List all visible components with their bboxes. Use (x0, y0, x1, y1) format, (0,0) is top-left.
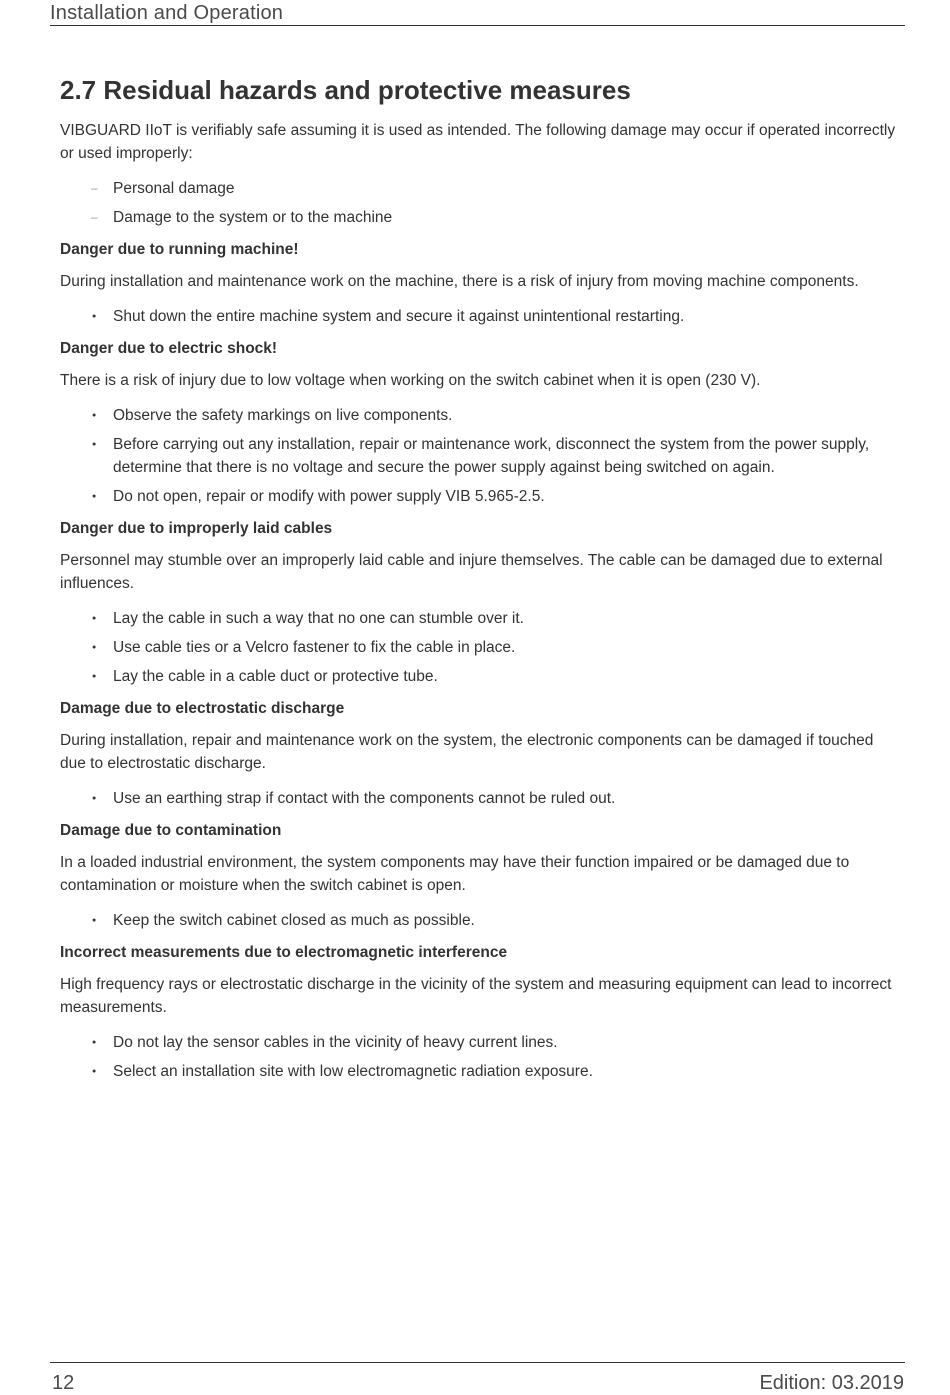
list-item: ● Do not lay the sensor cables in the vicinity of heavy current lines. (60, 1031, 900, 1054)
page-number: 12 (52, 1372, 75, 1394)
running-header: Installation and Operation (50, 2, 284, 24)
hazard-text: High frequency rays or electrostatic discharge in the vicinity of the system and measuring equipment can lead to incorrect measurements. (60, 976, 892, 1016)
list-item: ● Do not open, repair or modify with power supply VIB 5.965-2.5. (60, 485, 900, 508)
list-item: – Personal damage (60, 177, 900, 200)
hazard-heading: Damage due to contamination (60, 822, 282, 839)
measure-list (60, 909, 900, 932)
hazard-text: During installation and maintenance work on the machine, there is a risk of injury from moving machine components. (60, 273, 859, 290)
hazard-heading: Damage due to electrostatic discharge (60, 700, 345, 717)
measure-list (60, 404, 900, 508)
measure-list (60, 607, 900, 688)
hazard-text: During installation, repair and maintenance work on the system, the electronic components can be damaged if touched due to electrostatic discharge. (60, 732, 874, 772)
intro-list (60, 177, 900, 229)
list-item: ● Use an earthing strap if contact with the components cannot be ruled out. (60, 787, 900, 810)
section-title: 2.7 Residual hazards and protective measures (60, 75, 631, 105)
list-item: ● Use cable ties or a Velcro fastener to fix the cable in place. (60, 636, 900, 659)
list-item: ● Shut down the entire machine system and secure it against unintentional restarting. (60, 305, 900, 328)
hazard-heading: Incorrect measurements due to electromagnetic interference (60, 944, 508, 961)
list-item: ● Lay the cable in a cable duct or protective tube. (60, 665, 900, 688)
list-item: ● Select an installation site with low electromagnetic radiation exposure. (60, 1060, 900, 1083)
hazard-text: Personnel may stumble over an improperly laid cable and injure themselves. The cable can be damaged due to external influences. (60, 552, 883, 592)
list-item: – Damage to the system or to the machine (60, 206, 900, 229)
measure-list (60, 305, 900, 328)
hazard-heading: Danger due to improperly laid cables (60, 520, 333, 537)
list-item: ● Before carrying out any installation, repair or maintenance work, disconnect the system from the power supply, determine that there is no voltage and secure the power supply against being switched on again. (60, 433, 900, 479)
edition-label: Edition: 03.2019 (759, 1372, 904, 1394)
hazard-text: There is a risk of injury due to low voltage when working on the switch cabinet when it is open (230 V). (60, 372, 761, 389)
hazard-heading: Danger due to electric shock! (60, 340, 278, 357)
page-content (60, 72, 900, 1092)
measure-list (60, 1031, 900, 1083)
hazard-text: In a loaded industrial environment, the system components may have their function impaired or be damaged due to contamination or moisture when the switch cabinet is open. (60, 854, 850, 894)
header-divider (50, 25, 905, 26)
list-item: ● Lay the cable in such a way that no one can stumble over it. (60, 607, 900, 630)
list-item: ● Keep the switch cabinet closed as much as possible. (60, 909, 900, 932)
measure-list (60, 787, 900, 810)
hazard-heading: Danger due to running machine! (60, 241, 299, 258)
footer-divider (50, 1362, 905, 1363)
list-item: ● Observe the safety markings on live components. (60, 404, 900, 427)
section-intro: VIBGUARD IIoT is verifiably safe assuming it is used as intended. The following damage may occur if operated incorrectly or used improperly: (60, 122, 896, 162)
